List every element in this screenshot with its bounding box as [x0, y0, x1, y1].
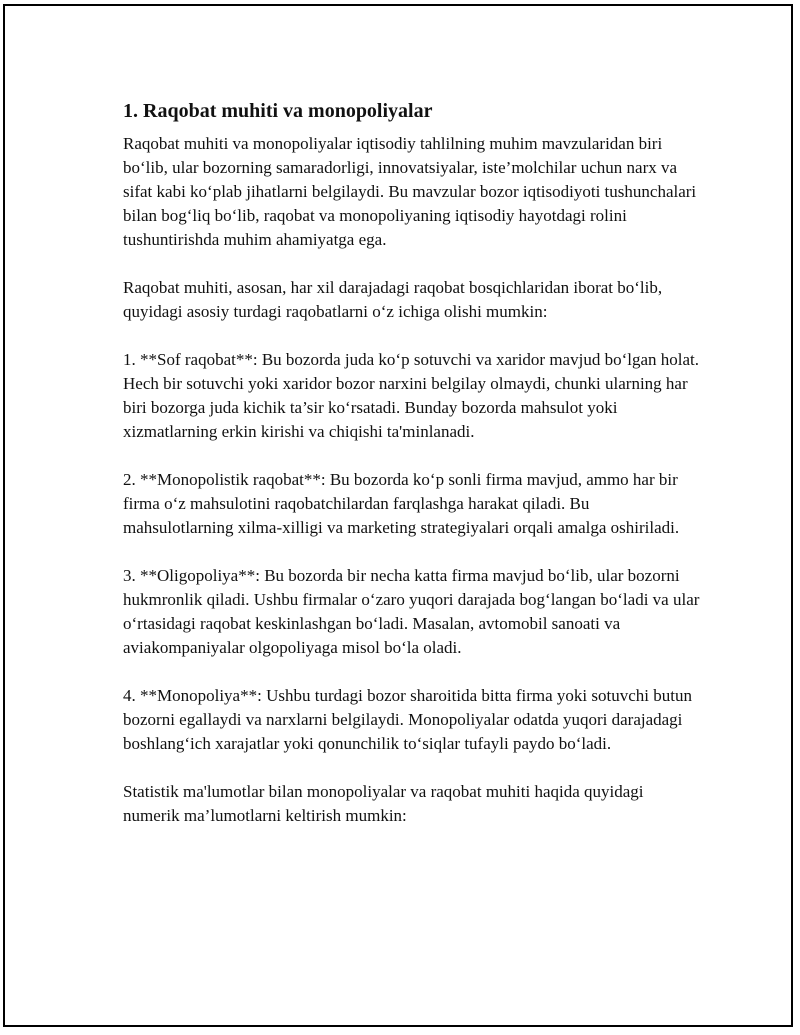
paragraph-monopolistic-competition: 2. **Monopolistik raqobat**: Bu bozorda ko‘p sonli firma mavjud, ammo har bir firma o‘z mahsulotini raqobatchilardan farqlashga harakat qiladi. Bu mahsulotlarning xilma-xilligi va marketing strategiyalari orqali amalga oshiriladi. [123, 470, 680, 537]
paragraph-monopoly: 4. **Monopoliya**: Ushbu turdagi bozor sharoitida bitta firma yoki sotuvchi butun bozorni egallaydi va narxlarni belgilaydi. Monopoliyalar odatda yuqori darajadagi boshlang‘ich xarajatlar yoki qonunchilik to‘siqlar tufayli paydo bo‘ladi. [123, 686, 692, 753]
document-content [123, 98, 703, 852]
paragraph-oligopoly: 3. **Oligopoliya**: Bu bozorda bir necha katta firma mavjud bo‘lib, ular bozorni hukmronlik qiladi. Ushbu firmalar o‘zaro yuqori darajada bog‘langan bo‘ladi va ular o‘rtasidagi raqobat keskinlashgan bo‘ladi. Masalan, avtomobil sanoati va aviakompaniyalar olgopoliyaga misol bo‘la oladi. [123, 566, 700, 657]
paragraph-competition-types: Raqobat muhiti, asosan, har xil darajadagi raqobat bosqichlaridan iborat bo‘lib, quyidagi asosiy turdagi raqobatlarni o‘z ichiga olishi mumkin: [123, 278, 663, 321]
paragraph-intro: Raqobat muhiti va monopoliyalar iqtisodiy tahlilning muhim mavzularidan biri bo‘lib, ular bozorning samaradorligi, innovatsiyalar, iste’molchilar uchun narx va sifat kabi ko‘plab jihatlarni belgilaydi. Bu mavzular bozor iqtisodiyoti tushunchalari bilan bog‘liq bo‘lib, raqobat va monopoliyaning iqtisodiy hayotdagi rolini tushuntirishda muhim ahamiyatga ega. [123, 134, 697, 249]
document-title: 1. Raqobat muhiti va monopoliyalar [123, 100, 433, 122]
paragraph-statistics: Statistik ma'lumotlar bilan monopoliyalar va raqobat muhiti haqida quyidagi numerik ma’lumotlarni keltirish mumkin: [123, 782, 644, 825]
page-frame [3, 4, 793, 1027]
paragraph-perfect-competition: 1. **Sof raqobat**: Bu bozorda juda ko‘p sotuvchi va xaridor mavjud bo‘lgan holat. Hech bir sotuvchi yoki xaridor bozor narxini belgilay olmaydi, chunki ularning har biri bozorga juda kichik ta’sir ko‘rsatadi. Bunday bozorda mahsulot yoki xizmatlarning erkin kirishi va chiqishi ta'minlanadi. [123, 350, 699, 441]
